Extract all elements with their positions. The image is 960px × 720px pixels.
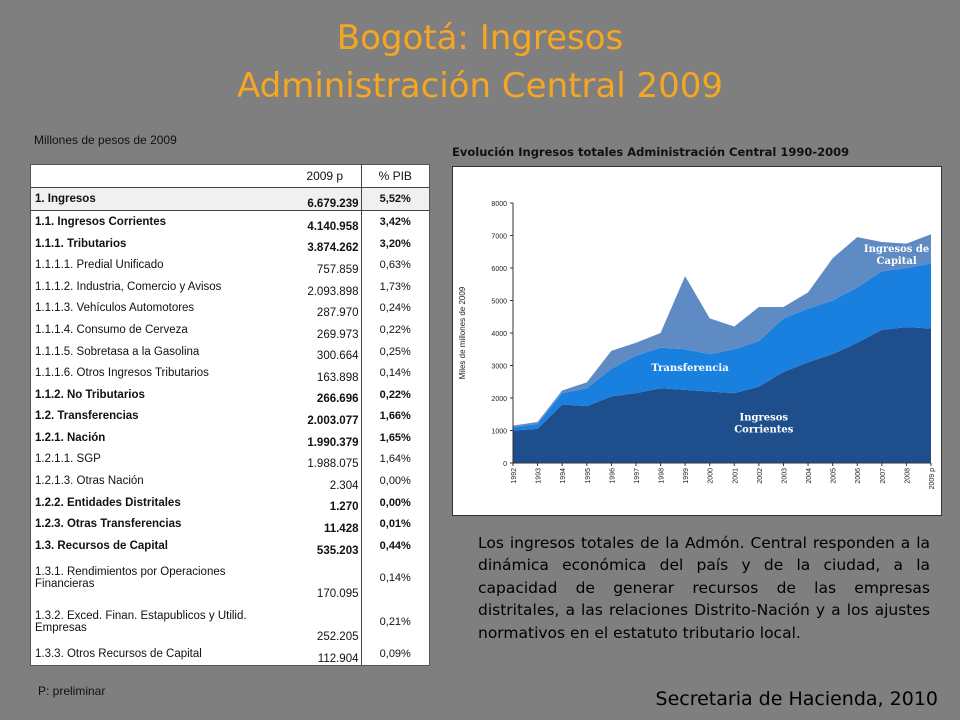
table-cell-label: 1.1.1.1. Predial Unificado <box>35 259 164 272</box>
table-row <box>31 319 429 341</box>
table-cell-label: 1.1. Ingresos Corrientes <box>35 215 167 228</box>
table-cell-label: 1.2.2. Entidades Distritales <box>35 496 181 509</box>
chart-title: Evolución Ingresos totales Administración Central 1990-2009 <box>452 145 850 159</box>
table-row <box>31 557 429 600</box>
series-label-0 <box>734 412 794 435</box>
table-cell-pib: 0,22% <box>379 388 411 401</box>
table-cell-value: 170.095 <box>289 557 361 600</box>
revenue-table-body <box>31 187 429 665</box>
table-cell-pib: 0,01% <box>379 518 411 531</box>
table-cell-value: 266.696 <box>289 384 361 406</box>
table-footnote: P: preliminar <box>38 684 106 698</box>
table-cell-pib: 3,42% <box>379 215 411 228</box>
table-cell-value: 2.003.077 <box>289 405 361 427</box>
table-units-label: Millones de pesos de 2009 <box>34 133 177 147</box>
table-row <box>31 470 429 492</box>
table-cell-value: 6.679.239 <box>289 187 361 210</box>
series-label-line: Capital <box>876 255 917 267</box>
table-cell-label: 1.2.1.1. SGP <box>35 453 101 466</box>
description-text: Los ingresos totales de la Admón. Central responden a la dinámica económica del país y de la ciudad, a la capacidad de generar recursos de las empresas distritales, a las relaciones Distrito-Nación y a los ajustes normativos en el estatuto tributario local. <box>478 534 930 642</box>
table-cell-value: 163.898 <box>289 362 361 384</box>
table-cell-value: 112.904 <box>289 643 361 665</box>
x-tick-label: 1992 <box>511 468 518 484</box>
table-cell-value: 757.859 <box>289 254 361 276</box>
series-label-line: Ingresos de <box>863 243 930 255</box>
series-label-line: Ingresos <box>739 412 789 424</box>
table-row <box>31 233 429 255</box>
series-label-line: Corrientes <box>734 424 794 436</box>
footer-credit: Secretaria de Hacienda, 2010 <box>655 688 938 710</box>
table-cell-pib: 1,66% <box>379 410 411 423</box>
table-row <box>31 384 429 406</box>
table-row <box>31 276 429 298</box>
table-row <box>31 187 429 210</box>
series-label-1 <box>651 363 729 374</box>
y-tick-label: 2000 <box>491 396 507 403</box>
table-cell-label: 1.1.1.4. Consumo de Cerveza <box>35 323 188 336</box>
x-tick-label: 1999 <box>683 468 691 484</box>
table-row <box>31 600 429 643</box>
table-cell-label: 1. Ingresos <box>31 187 289 210</box>
column-header-pib: % PIB <box>361 165 429 187</box>
table-cell-pib: 0,00% <box>379 496 411 509</box>
x-tick-label: 2003 <box>781 468 789 484</box>
x-tick-label: 1996 <box>609 468 617 484</box>
table-cell-pib: 0,63% <box>379 259 411 272</box>
table-row <box>31 254 429 276</box>
table-cell-label: 1.1.1. Tributarios <box>35 237 127 250</box>
table-cell-label: 1.1.1.5. Sobretasa a la Gasolina <box>35 345 200 358</box>
x-tick-label: 2000 <box>707 468 715 484</box>
table-row <box>31 492 429 514</box>
page-title-line2: Administración Central 2009 <box>236 66 724 106</box>
table-cell-pib: 0,14% <box>379 367 411 380</box>
table-cell-pib: 0,24% <box>379 302 411 315</box>
table-cell-value: 1.270 <box>289 492 361 514</box>
x-tick-label: 1998 <box>658 468 666 484</box>
x-tick-label: 2001 <box>732 468 740 484</box>
page-title-line1: Bogotá: Ingresos <box>336 18 624 58</box>
table-cell-value: 11.428 <box>289 513 361 535</box>
table-cell-pib: 0,25% <box>379 345 411 358</box>
table-cell-label: 1.2.1.3. Otras Nación <box>35 474 144 487</box>
chart-canvas <box>453 167 941 515</box>
table-cell-label: 1.3.3. Otros Recursos de Capital <box>35 648 202 661</box>
series-label-line: Transferencia <box>651 363 729 375</box>
table-row <box>31 362 429 384</box>
column-header-2009: 2009 p <box>289 165 361 187</box>
table-cell-label: 1.3.2. Exced. Finan. Estapublicos y Utilid. Empresas <box>35 609 247 634</box>
table-cell-label: 1.1.1.3. Vehículos Automotores <box>35 302 195 315</box>
table-cell-label: 1.1.1.2. Industria, Comercio y Avisos <box>35 280 222 293</box>
x-tick-label: 2005 <box>830 468 838 484</box>
y-axis-label: Miles de millones de 2009 <box>458 286 467 380</box>
column-header-concept <box>31 165 289 187</box>
table-row <box>31 449 429 471</box>
x-tick-label: 1997 <box>633 468 641 484</box>
table-cell-pib: 0,00% <box>379 474 411 487</box>
table-cell-value: 252.205 <box>289 600 361 643</box>
table-cell-value: 2.304 <box>289 470 361 492</box>
y-tick-label: 8000 <box>491 201 507 208</box>
table-cell-pib: 0,44% <box>379 539 411 552</box>
table-cell-label: 1.2.1. Nación <box>35 431 106 444</box>
table-cell-pib: 0,22% <box>379 323 411 336</box>
table-row <box>31 210 429 232</box>
table-cell-value: 1.990.379 <box>289 427 361 449</box>
table-cell-label: 1.3.1. Rendimientos por Operaciones Financieras <box>35 566 226 591</box>
y-tick-label: 4000 <box>491 331 507 338</box>
table-cell-pib: 3,20% <box>379 237 411 250</box>
table-cell-label: 1.2. Transferencias <box>35 410 139 423</box>
table-cell-value: 1.988.075 <box>289 449 361 471</box>
table-cell-pib: 1,65% <box>379 431 411 444</box>
table-cell-value: 3.874.262 <box>289 233 361 255</box>
y-tick-label: 3000 <box>491 363 507 371</box>
x-tick-label: 2008 <box>904 468 912 484</box>
table-cell-value: 269.973 <box>289 319 361 341</box>
table-cell-label: 1.2.3. Otras Transferencias <box>35 518 182 531</box>
table-row <box>31 341 429 363</box>
x-tick-label: 2009 p <box>929 468 936 490</box>
table-cell-label: 1.1.2. No Tributarios <box>35 388 145 401</box>
table-row <box>31 298 429 320</box>
table-cell-pib: 0,14% <box>379 572 411 585</box>
table-row <box>31 427 429 449</box>
x-tick-label: 1994 <box>560 468 568 484</box>
table-cell-value: 535.203 <box>289 535 361 557</box>
table-cell-pib: 5,52% <box>361 187 429 210</box>
table-cell-value: 4.140.958 <box>289 210 361 232</box>
x-tick-label: 2002 <box>756 468 764 484</box>
table-cell-value: 300.664 <box>289 341 361 363</box>
table-cell-value: 287.970 <box>289 298 361 320</box>
y-tick-label: 1000 <box>491 428 507 436</box>
revenue-area-chart <box>452 166 942 516</box>
y-tick-label: 6000 <box>491 266 507 273</box>
x-tick-label: 1995 <box>584 468 592 484</box>
revenue-table-grid <box>31 165 429 665</box>
table-cell-pib: 0,09% <box>379 648 411 661</box>
x-tick-label: 2004 <box>806 468 814 484</box>
table-cell-pib: 1,64% <box>379 453 411 466</box>
table-cell-value: 2.093.898 <box>289 276 361 298</box>
table-cell-pib: 0,21% <box>379 615 411 628</box>
table-cell-label: 1.3. Recursos de Capital <box>35 539 168 552</box>
table-row <box>31 405 429 427</box>
table-cell-label: 1.1.1.6. Otros Ingresos Tributarios <box>35 367 209 380</box>
y-tick-label: 0 <box>503 461 507 468</box>
table-row <box>31 535 429 557</box>
table-row <box>31 643 429 665</box>
x-tick-label: 2006 <box>855 468 863 484</box>
x-tick-label: 2007 <box>879 468 887 484</box>
revenue-table <box>30 164 430 666</box>
y-tick-label: 7000 <box>491 233 507 241</box>
table-row <box>31 513 429 535</box>
x-tick-label: 1993 <box>535 468 543 484</box>
y-tick-label: 5000 <box>491 298 507 306</box>
table-cell-pib: 1,73% <box>379 280 411 293</box>
